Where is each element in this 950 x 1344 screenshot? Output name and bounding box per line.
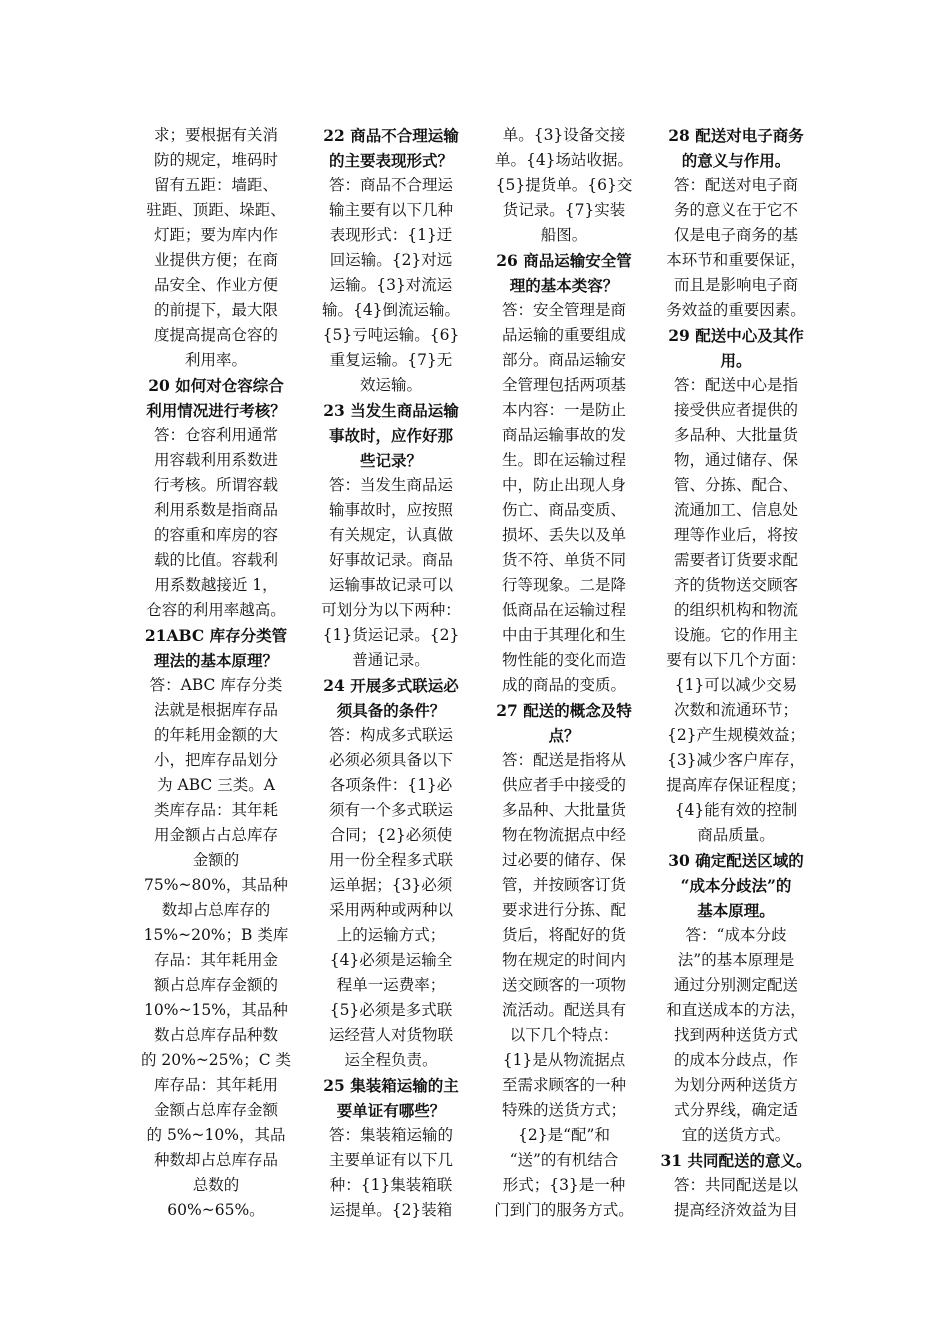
answer-text-line: 物性能的变化而造 bbox=[501, 651, 626, 669]
answer-text-line: 需要者订货要求配 bbox=[673, 551, 798, 569]
answer-text-line: 中，防止出现人身 bbox=[501, 476, 626, 494]
answer-text-line: 10%~15%，其品种 bbox=[144, 1001, 288, 1019]
question-heading-line: 理的基本类容？ bbox=[509, 276, 619, 295]
answer-text-line: 用系数越接近 1， bbox=[154, 576, 278, 594]
answer-text-line: 普通记录。 bbox=[352, 651, 430, 669]
answer-text-line: 利用系数是指商品 bbox=[153, 501, 278, 519]
answer-text-line: {4}必须是运输全 bbox=[329, 951, 453, 969]
question-heading-line: 20 如何对仓容综合 bbox=[148, 376, 284, 395]
answer-text-line: 而且是影响电子商 bbox=[673, 276, 798, 294]
question-heading-line: 25 集装箱运输的主 bbox=[323, 1076, 459, 1095]
text-column-2 bbox=[315, 123, 467, 1223]
answer-text-line: 接受供应者提供的 bbox=[673, 401, 798, 419]
answer-text-line: 库存品：其年耗用 bbox=[153, 1076, 278, 1094]
answer-text-line: 为 ABC 三类。A bbox=[157, 776, 275, 794]
text-column-1 bbox=[140, 123, 292, 1223]
answer-text-line: 运输。{3}对流运 bbox=[329, 276, 453, 294]
answer-text-line: 通过分别测定配送 bbox=[673, 976, 798, 994]
question-heading-line: 21ABC 库存分类管 bbox=[144, 626, 288, 645]
question-heading-line: 利用情况进行考核？ bbox=[146, 401, 286, 420]
answer-text-line: 找到两种送货方式 bbox=[673, 1026, 798, 1044]
answer-text-line: 度提高提高仓容的 bbox=[153, 326, 278, 344]
answer-text-line: 宜的送货方式。 bbox=[681, 1126, 791, 1144]
answer-text-line: 载的比值。容载利 bbox=[153, 551, 278, 569]
answer-text-line: 存品：其年耗用金 bbox=[153, 951, 278, 969]
answer-text-line: “送”的有机结合 bbox=[509, 1151, 619, 1169]
question-heading-line: “成本分歧法”的 bbox=[680, 876, 792, 895]
question-heading-line: 26 商品运输安全管 bbox=[496, 251, 632, 270]
answer-text-line: 船图。 bbox=[540, 226, 588, 244]
answer-text-line: 本内容：一是防止 bbox=[501, 401, 626, 419]
answer-text-line: 答：配送中心是指 bbox=[673, 376, 798, 394]
question-heading-line: 点？ bbox=[548, 726, 580, 745]
answer-text-line: 损坏、丢失以及单 bbox=[501, 526, 626, 544]
answer-text-line: 单。{3}设备交接 bbox=[502, 126, 626, 144]
answer-text-line: 75%~80%，其品种 bbox=[144, 876, 288, 894]
answer-text-line: 供应者手中接受的 bbox=[501, 776, 626, 794]
answer-text-line: 运全程负责。 bbox=[344, 1051, 438, 1069]
answer-text-line: 的 20%~25%；C 类 bbox=[140, 1051, 292, 1069]
answer-text-line: {2}产生规模效益； bbox=[666, 726, 806, 744]
answer-text-line: 设施。它的作用主 bbox=[673, 626, 798, 644]
answer-text-line: 的年耗用金额的大 bbox=[153, 726, 278, 744]
answer-text-line: 程单一运费率； bbox=[336, 976, 446, 994]
answer-text-line: 货不符、单货不同 bbox=[501, 551, 626, 569]
answer-text-line: 金额的 bbox=[192, 851, 240, 869]
answer-text-line: 至需求顾客的一种 bbox=[501, 1076, 626, 1094]
answer-text-line: 提高经济效益为目 bbox=[673, 1201, 798, 1219]
answer-text-line: 成的商品的变质。 bbox=[501, 676, 626, 694]
answer-text-line: 可划分为以下两种： bbox=[321, 601, 461, 619]
answer-text-line: 单。{4}场站收据。 bbox=[494, 151, 634, 169]
answer-text-line: 好事故记录。商品 bbox=[328, 551, 453, 569]
answer-text-line: 上的运输方式； bbox=[336, 926, 446, 944]
answer-text-line: 答：安全管理是商 bbox=[501, 301, 626, 319]
answer-text-line: 多品种、大批量货 bbox=[673, 426, 798, 444]
answer-text-line: 伤亡、商品变质、 bbox=[501, 501, 626, 519]
answer-text-line: 多品种、大批量货 bbox=[501, 801, 626, 819]
answer-text-line: 门到门的服务方式。 bbox=[494, 1201, 634, 1219]
answer-text-line: 各项条件：{1}必 bbox=[329, 776, 453, 794]
answer-text-line: 运经营人对货物联 bbox=[328, 1026, 453, 1044]
text-column-3 bbox=[488, 123, 640, 1223]
question-heading-line: 30 确定配送区域的 bbox=[668, 851, 804, 870]
question-heading-line: 些记录？ bbox=[359, 451, 422, 470]
answer-text-line: 合同；{2}必须使 bbox=[329, 826, 453, 844]
question-heading-line: 的主要表现形式？ bbox=[328, 151, 453, 170]
answer-text-line: 的 5%~10%，其品 bbox=[146, 1126, 286, 1144]
answer-text-line: 行考核。所谓容载 bbox=[153, 476, 278, 494]
answer-text-line: 中由于其理化和生 bbox=[501, 626, 626, 644]
question-heading-line: 28 配送对电子商务 bbox=[668, 126, 804, 145]
answer-text-line: 运输事故记录可以 bbox=[328, 576, 453, 594]
answer-text-line: 过必要的储存、保 bbox=[501, 851, 626, 869]
answer-text-line: 流活动。配送具有 bbox=[501, 1001, 626, 1019]
answer-text-line: 提高库存保证程度； bbox=[666, 776, 806, 794]
question-heading-line: 22 商品不合理运输 bbox=[323, 126, 459, 145]
answer-text-line: 品运输的重要组成 bbox=[501, 326, 626, 344]
question-heading-line: 31 共同配送的意义。 bbox=[660, 1151, 812, 1170]
question-heading-line: 用。 bbox=[720, 351, 752, 370]
answer-text-line: 数占总库存品种数 bbox=[153, 1026, 278, 1044]
answer-text-line: 低商品在运输过程 bbox=[501, 601, 626, 619]
answer-text-line: 送交顾客的一项物 bbox=[501, 976, 626, 994]
answer-text-line: 防的规定，堆码时 bbox=[153, 151, 278, 169]
answer-text-line: 要有以下几个方面： bbox=[666, 651, 806, 669]
answer-text-line: 务的意义在于它不 bbox=[673, 201, 798, 219]
answer-text-line: 答：配送是指将从 bbox=[501, 751, 626, 769]
question-heading-line: 24 开展多式联运必 bbox=[323, 676, 459, 695]
question-heading-line: 理法的基本原理？ bbox=[153, 651, 278, 670]
answer-text-line: 输事故时，应按照 bbox=[328, 501, 453, 519]
answer-text-line: 驻距、顶距、垛距、 bbox=[146, 201, 286, 219]
answer-text-line: 生。即在运输过程 bbox=[501, 451, 626, 469]
answer-text-line: 答：集装箱运输的 bbox=[328, 1126, 453, 1144]
answer-text-line: 运提单。{2}装箱 bbox=[329, 1201, 453, 1219]
answer-text-line: 和直送成本的方法， bbox=[666, 1001, 806, 1019]
answer-text-line: 答：构成多式联运 bbox=[328, 726, 453, 744]
answer-text-line: 输。{4}倒流运输。 bbox=[321, 301, 461, 319]
answer-text-line: 次数和流通环节； bbox=[673, 701, 798, 719]
answer-text-line: 60%~65%。 bbox=[167, 1201, 265, 1219]
answer-text-line: 输主要有以下几种 bbox=[328, 201, 453, 219]
question-heading-line: 须具备的条件？ bbox=[336, 701, 446, 720]
answer-text-line: 有关规定，认真做 bbox=[328, 526, 453, 544]
answer-text-line: 货记录。{7}实装 bbox=[502, 201, 626, 219]
answer-text-line: 管、分拣、配合、 bbox=[673, 476, 798, 494]
answer-text-line: 重复运输。{7}无 bbox=[329, 351, 453, 369]
text-column-4 bbox=[660, 123, 812, 1223]
answer-text-line: 小，把库存品划分 bbox=[153, 751, 278, 769]
answer-text-line: 答：商品不合理运 bbox=[328, 176, 453, 194]
answer-text-line: 类库存品：其年耗 bbox=[153, 801, 278, 819]
answer-text-line: 答：当发生商品运 bbox=[328, 476, 453, 494]
answer-text-line: 种：{1}集装箱联 bbox=[329, 1176, 453, 1194]
answer-text-line: 的前提下，最大限 bbox=[153, 301, 278, 319]
answer-text-line: 齐的货物送交顾客 bbox=[673, 576, 798, 594]
answer-text-line: 法”的基本原理是 bbox=[677, 951, 795, 969]
answer-text-line: 以下几个特点： bbox=[509, 1026, 619, 1044]
answer-text-line: 为划分两种送货方 bbox=[673, 1076, 798, 1094]
answer-text-line: 利用率。 bbox=[184, 351, 247, 369]
answer-text-line: 15%~20%；B 类库 bbox=[143, 926, 289, 944]
question-heading-line: 27 配送的概念及特 bbox=[496, 701, 632, 720]
answer-text-line: 部分。商品运输安 bbox=[501, 351, 626, 369]
answer-text-line: 行等现象。二是降 bbox=[501, 576, 626, 594]
answer-text-line: 运单据；{3}必须 bbox=[329, 876, 453, 894]
answer-text-line: 灯距；要为库内作 bbox=[153, 226, 278, 244]
answer-text-line: 留有五距：墙距、 bbox=[153, 176, 278, 194]
answer-text-line: 的容重和库房的容 bbox=[153, 526, 278, 544]
answer-text-line: 流通加工、信息处 bbox=[673, 501, 798, 519]
answer-text-line: 用容载利用系数进 bbox=[153, 451, 278, 469]
answer-text-line: 主要单证有以下几 bbox=[328, 1151, 453, 1169]
answer-text-line: 效运输。 bbox=[359, 376, 422, 394]
answer-text-line: 须有一个多式联运 bbox=[328, 801, 453, 819]
question-heading-line: 23 当发生商品运输 bbox=[323, 401, 459, 420]
answer-text-line: 物在物流据点中经 bbox=[501, 826, 626, 844]
answer-text-line: 数却占总库存的 bbox=[161, 901, 271, 919]
answer-text-line: 采用两种或两种以 bbox=[328, 901, 453, 919]
answer-text-line: 表现形式：{1}迂 bbox=[329, 226, 453, 244]
answer-text-line: 回运输。{2}对远 bbox=[329, 251, 453, 269]
answer-text-line: 金额占总库存金额 bbox=[153, 1101, 278, 1119]
answer-text-line: 求；要根据有关消 bbox=[153, 126, 278, 144]
answer-text-line: 特殊的送货方式； bbox=[501, 1101, 626, 1119]
answer-text-line: 物在规定的时间内 bbox=[501, 951, 626, 969]
answer-text-line: 理等作业后，将按 bbox=[673, 526, 798, 544]
answer-text-line: 答：共同配送是以 bbox=[673, 1176, 798, 1194]
answer-text-line: {1}是从物流据点 bbox=[502, 1051, 626, 1069]
answer-text-line: 答：仓容利用通常 bbox=[153, 426, 278, 444]
answer-text-line: 本环节和重要保证， bbox=[666, 251, 806, 269]
answer-text-line: 商品运输事故的发 bbox=[501, 426, 626, 444]
answer-text-line: 物，通过储存、保 bbox=[673, 451, 798, 469]
answer-text-line: 用一份全程多式联 bbox=[328, 851, 453, 869]
answer-text-line: {4}能有效的控制 bbox=[674, 801, 798, 819]
answer-text-line: 业提供方便；在商 bbox=[153, 251, 278, 269]
answer-text-line: 额占总库存金额的 bbox=[153, 976, 278, 994]
answer-text-line: 务效益的重要因素。 bbox=[666, 301, 806, 319]
answer-text-line: 法就是根据库存品 bbox=[153, 701, 278, 719]
answer-text-line: {5}必须是多式联 bbox=[329, 1001, 453, 1019]
answer-text-line: 管，并按顾客订货 bbox=[501, 876, 626, 894]
answer-text-line: 商品质量。 bbox=[697, 826, 775, 844]
answer-text-line: 品安全、作业方便 bbox=[153, 276, 278, 294]
answer-text-line: 全管理包括两项基 bbox=[501, 376, 626, 394]
answer-text-line: 仅是电子商务的基 bbox=[673, 226, 798, 244]
question-heading-line: 的意义与作用。 bbox=[681, 151, 791, 170]
answer-text-line: 要求进行分拣、配 bbox=[501, 901, 626, 919]
question-heading-line: 基本原理。 bbox=[697, 901, 775, 920]
answer-text-line: 答：配送对电子商 bbox=[673, 176, 798, 194]
answer-text-line: {2}是“配”和 bbox=[518, 1126, 610, 1144]
answer-text-line: 仓容的利用率越高。 bbox=[146, 601, 286, 619]
question-heading-line: 事故时，应作好那 bbox=[328, 426, 453, 445]
answer-text-line: 的组织机构和物流 bbox=[673, 601, 798, 619]
question-heading-line: 要单证有哪些？ bbox=[336, 1101, 446, 1120]
answer-text-line: 形式；{3}是一种 bbox=[502, 1176, 626, 1194]
answer-text-line: {1}货运记录。{2} bbox=[322, 626, 460, 644]
answer-text-line: 总数的 bbox=[192, 1176, 240, 1194]
answer-text-line: 用金额占占总库存 bbox=[153, 826, 278, 844]
answer-text-line: {5}亏吨运输。{6} bbox=[322, 326, 460, 344]
answer-text-line: 的成本分歧点，作 bbox=[673, 1051, 798, 1069]
answer-text-line: 货后，将配好的货 bbox=[501, 926, 626, 944]
answer-text-line: 答：“成本分歧 bbox=[685, 926, 787, 944]
answer-text-line: {1}可以减少交易 bbox=[674, 676, 798, 694]
answer-text-line: 必须必须具备以下 bbox=[328, 751, 453, 769]
answer-text-line: {5}提货单。{6}交 bbox=[495, 176, 633, 194]
answer-text-line: {3}减少客户库存， bbox=[666, 751, 806, 769]
answer-text-line: 答：ABC 库存分类 bbox=[149, 676, 283, 694]
answer-text-line: 种数却占总库存品 bbox=[153, 1151, 278, 1169]
question-heading-line: 29 配送中心及其作 bbox=[668, 326, 804, 345]
answer-text-line: 式分界线，确定适 bbox=[673, 1101, 798, 1119]
